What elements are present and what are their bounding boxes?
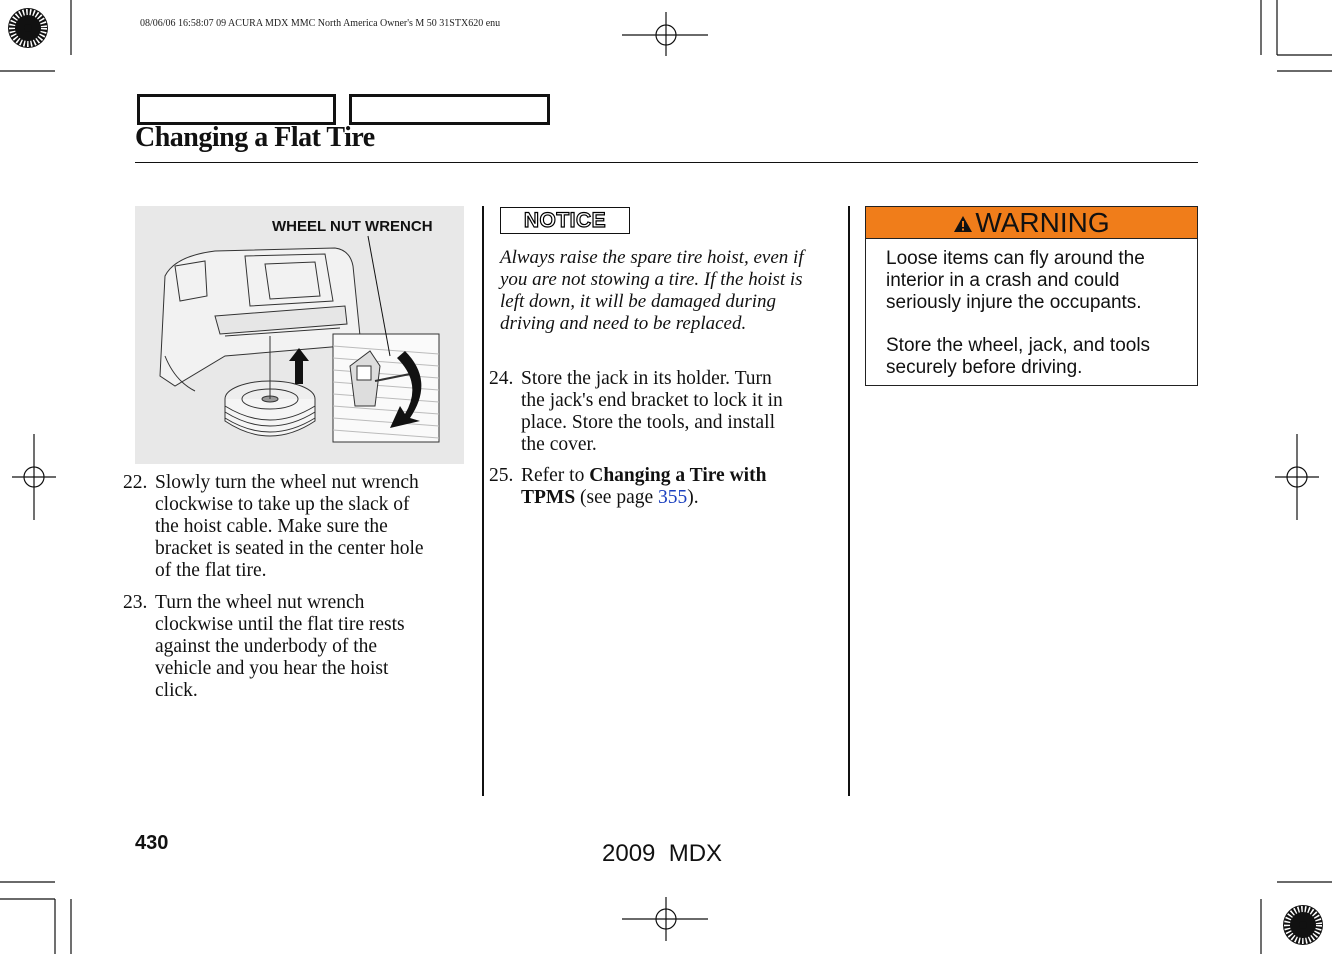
step-text bbox=[155, 592, 405, 702]
warning-triangle-icon bbox=[953, 215, 973, 233]
step-line: clockwise until the flat tire rests bbox=[155, 614, 405, 635]
cross-reference-title: Changing a Tire with bbox=[589, 465, 767, 486]
page-title: Changing a Flat Tire bbox=[135, 122, 375, 153]
step-number: 25. bbox=[489, 465, 514, 486]
footer-model: 2009 MDX bbox=[602, 840, 723, 867]
section-tab-2 bbox=[349, 94, 550, 125]
step-line: of the flat tire. bbox=[155, 560, 267, 581]
step-text bbox=[521, 368, 783, 456]
vehicle-cargo-illustration bbox=[135, 206, 464, 464]
step-text bbox=[155, 472, 424, 582]
page-number: 430 bbox=[135, 832, 169, 854]
notice-line: Always raise the spare tire hoist, even if bbox=[500, 247, 804, 268]
step-line: the cover. bbox=[521, 434, 597, 455]
title-rule bbox=[135, 162, 1198, 163]
step-text-suffix: ). bbox=[687, 487, 699, 508]
warning-line: Loose items can fly around the bbox=[886, 248, 1145, 269]
step-number: 23. bbox=[123, 592, 148, 613]
warning-label: WARNING bbox=[975, 207, 1110, 238]
step-line: place. Store the tools, and install bbox=[521, 412, 775, 433]
step-25 bbox=[489, 465, 839, 511]
warning-line: Store the wheel, jack, and tools bbox=[886, 335, 1151, 356]
step-24 bbox=[489, 368, 839, 458]
step-number: 24. bbox=[489, 368, 514, 389]
warning-paragraph-2 bbox=[886, 335, 1186, 379]
step-line: click. bbox=[155, 680, 198, 701]
step-number: 22. bbox=[123, 472, 148, 493]
step-22 bbox=[123, 472, 473, 582]
step-line: Turn the wheel nut wrench bbox=[155, 592, 365, 613]
page-link-355[interactable]: 355 bbox=[658, 487, 688, 508]
step-line: the hoist cable. Make sure the bbox=[155, 516, 388, 537]
warning-paragraph-1 bbox=[886, 248, 1186, 314]
step-text bbox=[521, 465, 766, 509]
step-line: the jack's end bracket to lock it in bbox=[521, 390, 783, 411]
step-line: Slowly turn the wheel nut wrench bbox=[155, 472, 419, 493]
notice-text bbox=[500, 247, 840, 335]
step-line: bracket is seated in the center hole bbox=[155, 538, 424, 559]
step-line: vehicle and you hear the hoist bbox=[155, 658, 389, 679]
column-divider-1 bbox=[482, 206, 484, 796]
notice-line: left down, it will be damaged during bbox=[500, 291, 777, 312]
wheel-nut-wrench-figure bbox=[135, 206, 464, 464]
notice-line: driving and need to be replaced. bbox=[500, 313, 747, 334]
printer-info-line: 08/06/06 16:58:07 09 ACURA MDX MMC North America Owner's M 50 31STX620 enu bbox=[140, 18, 501, 29]
step-text-middle: (see page bbox=[575, 487, 658, 508]
step-line: Store the jack in its holder. Turn bbox=[521, 368, 772, 389]
step-text-prefix: Refer to bbox=[521, 465, 590, 486]
warning-line: securely before driving. bbox=[886, 357, 1083, 378]
warning-line: interior in a crash and could bbox=[886, 270, 1120, 291]
step-23 bbox=[123, 592, 473, 702]
column-divider-2 bbox=[848, 206, 850, 796]
step-line: clockwise to take up the slack of bbox=[155, 494, 410, 515]
step-line: against the underbody of the bbox=[155, 636, 378, 657]
warning-line: seriously injure the occupants. bbox=[886, 292, 1142, 313]
cross-reference-title-cont: TPMS bbox=[521, 487, 576, 508]
warning-box bbox=[865, 206, 1198, 386]
figure-label: WHEEL NUT WRENCH bbox=[272, 218, 433, 235]
section-tab-1 bbox=[137, 94, 336, 125]
warning-header bbox=[866, 207, 1197, 239]
notice-line: you are not stowing a tire. If the hoist is bbox=[500, 269, 803, 290]
notice-label: NOTICE bbox=[500, 207, 630, 234]
